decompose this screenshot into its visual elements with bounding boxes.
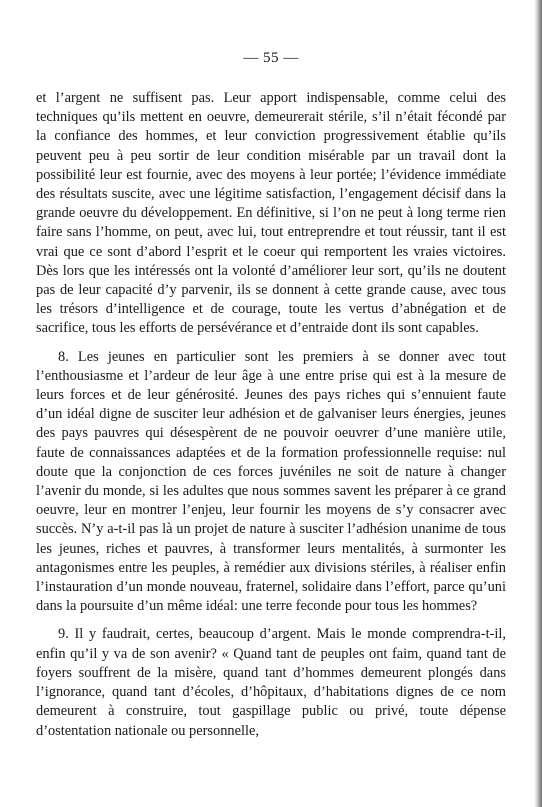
- paragraph-9: 9. Il y faudrait, certes, beaucoup d’argent. Mais le monde comprendra-t-il, enfin qu’il y va de son avenir? « Quand tant de peuples ont faim, quand tant de foyers souffrent de la misère, quand tant d’hommes demeurent plongés dans l’ignorance, quand tant d’écoles, d’hôpitaux, d’habitations dignes de ce nom demeurent à construire, tout gaspillage public ou privé, toute dépense d’ostentation nationale ou personnelle,: [36, 626, 506, 739]
- paragraph-8: 8. Les jeunes en particulier sont les premiers à se donner avec tout l’enthousiasme et l’ardeur de leur âge à une entre prise qui est à la mesure de leurs forces et de leur générosité. Jeunes des pays riches qui s’ennuient faute d’un idéal digne de susciter leur adhésion et de galvaniser leurs énergies, jeunes des pays pauvres qui désespèrent de ne pouvoir oeuvrer d’une manière utile, faute de connaissances adaptées et de la formation professionnelle requise: nul doute que la conjonction de ces forces juvéniles ne soit de nature à changer l’avenir du monde, si les adultes que nous sommes savent les préparer à ce grand oeuvre, leur en montrer l’enjeu, leur fournir les moyens de s’y consacrer avec succès. N’y a-t-il pas là un projet de nature à susciter l’adhésion unanime de tous les jeunes, riches et pauvres, à transformer leurs mentalités, à surmonter les antagonismes entre les peuples, à remédier aux divisions stériles, à réaliser enfin l’instauration d’un monde nouveau, fraternel, solidaire dans l’effort, parce qu’uni dans la poursuite d’un même idéal: une terre feconde pour tous les hommes?: [36, 348, 506, 615]
- paragraph-continuation: et l’argent ne suffisent pas. Leur apport indispensable, comme celui des techniques qu’ils mettent en oeuvre, demeurerait stérile, s’il n’était fécondé par la confiance des hommes, et leur conviction progressivement établie qu’ils peuvent peu à peu sortir de leur condition misérable par un travail dont la possibilité leur est fournie, avec des moyens à leur portée; l’évidence immédiate des résultats suscite, avec une légitime satisfaction, l’engagement décisif dans la grande oeuvre du développement. En définitive, si l’on ne peut à long terme rien faire sans l’homme, on peut, avec lui, tout entreprendre et tout réussir, tant il est vrai que ce sont d’abord l’esprit et le coeur qui remportent les vraies victoires. Dès lors que les intéressés ont la volonté d’améliorer leur sort, qu’ils ne doutent pas de leur capacité d’y parvenir, ils se donnent à cette grande cause, avec tous les trésors d’intelligence et de courage, toute les vertus d’abnégation et de sacrifice, tous les efforts de persévérance et d’entraide dont ils sont capables.: [36, 90, 506, 337]
- body-text: [36, 89, 506, 741]
- page-edge-shadow: [534, 0, 542, 807]
- page-number: — 55 —: [243, 50, 299, 66]
